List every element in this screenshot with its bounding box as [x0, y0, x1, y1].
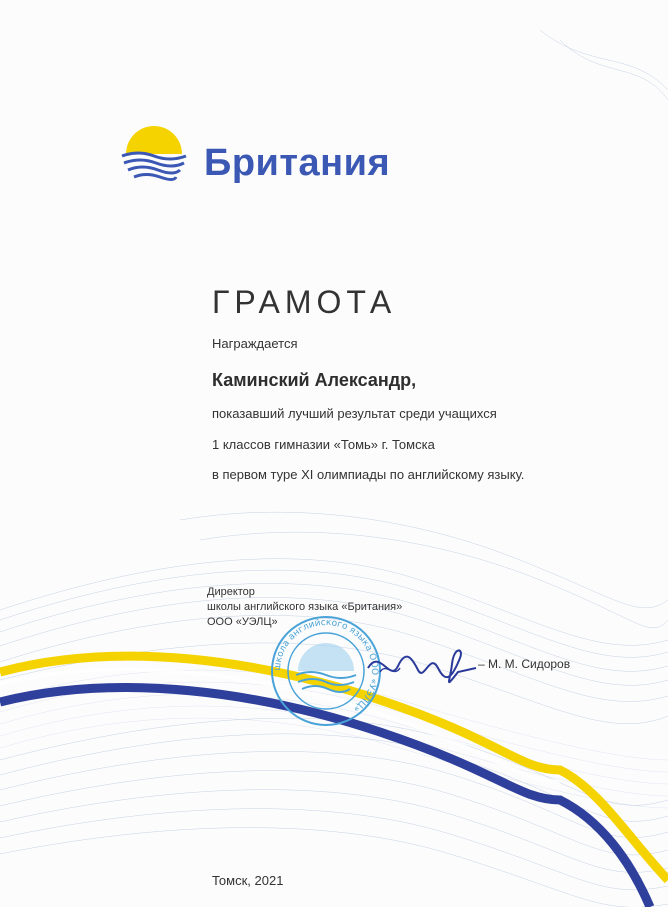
certificate-title: ГРАМОТА [212, 284, 397, 320]
signatory-name: – М. М. Сидоров [478, 657, 571, 671]
achievement-line-1: показавший лучший результат среди учащихся [212, 406, 497, 421]
handwritten-signature [360, 638, 480, 698]
awarded-label: Награждается [212, 336, 298, 351]
sun-waves-logo-icon [118, 120, 190, 192]
city-year: Томск, 2021 [212, 873, 284, 888]
achievement-line-2: 1 классов гимназии «Томь» г. Томска [212, 437, 435, 452]
stamp-ring-text: школа английского языка ООО «УЭЛЦ» [272, 617, 380, 714]
achievement-line-3: в первом туре XI олимпиады по английскому языку. [212, 467, 525, 482]
signatory-company: ООО «УЭЛЦ» [207, 616, 278, 628]
signatory-title: Директор [207, 586, 255, 598]
logo-wordmark: Британия [204, 142, 391, 184]
britania-logo [118, 120, 391, 200]
signatory-school: школы английского языка «Британия» [207, 601, 403, 613]
recipient-name: Каминский Александр, [212, 370, 417, 390]
